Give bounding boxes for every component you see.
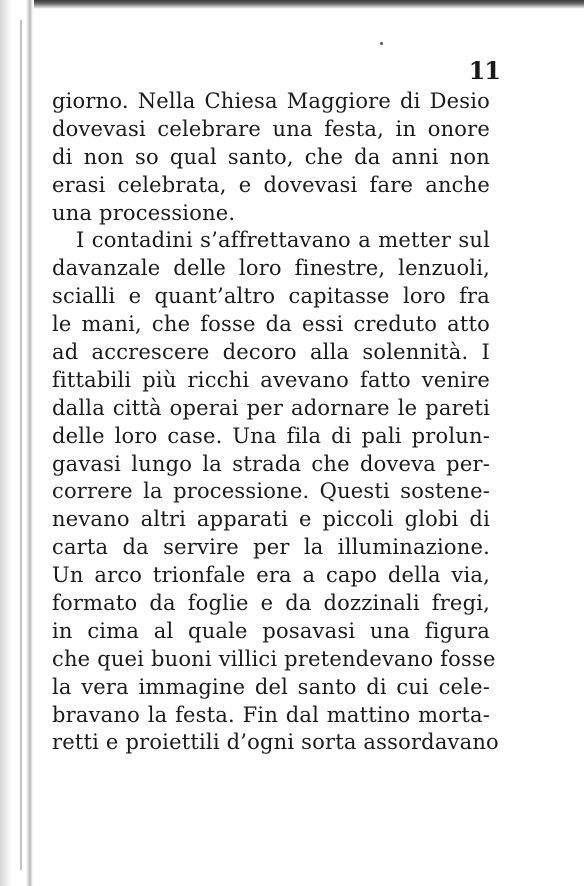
- text-line: dalla città operai per adornare le pareti: [52, 395, 490, 420]
- text-line: fittabili più ricchi avevano fatto venire: [52, 367, 490, 392]
- text-line: Un arco trionfale era a capo della via,: [52, 563, 490, 588]
- text-line: nevano altri apparati e piccoli globi di: [52, 507, 490, 532]
- text-line: formato da foglie e da dozzinali fregi,: [52, 591, 490, 616]
- print-speck: [380, 42, 383, 45]
- paragraph-2: [52, 227, 499, 757]
- text-line: delle loro case. Una fila di pali prolun-: [52, 423, 490, 448]
- text-line: correre la processione. Questi sostene-: [52, 479, 490, 504]
- text-line: scialli e quant’altro capitasse loro fra: [52, 284, 490, 309]
- page-binding-edge: [0, 0, 34, 886]
- text-line: la vera immagine del santo di cui cele-: [52, 674, 490, 699]
- text-line: una processione.: [52, 200, 236, 225]
- text-line: erasi celebrata, e dovevasi fare anche: [52, 172, 490, 197]
- body-text: [52, 88, 499, 757]
- page-number: 11: [468, 56, 500, 85]
- page-top-edge: [0, 0, 584, 9]
- binding-gutter-line: [20, 20, 22, 870]
- text-line: gavasi lungo la strada che doveva per-: [52, 451, 490, 476]
- text-line: davanzale delle loro finestre, lenzuoli,: [52, 256, 490, 281]
- text-line: ad accrescere decoro alla solennità. I: [52, 340, 490, 365]
- text-line: le mani, che fosse da essi creduto atto: [52, 312, 490, 337]
- text-line: giorno. Nella Chiesa Maggiore di Desio: [52, 89, 490, 113]
- text-line: dovevasi celebrare una festa, in onore: [52, 116, 490, 141]
- text-line: I contadini s’affrettavano a metter sul: [76, 228, 490, 253]
- text-line: che quei buoni villici pretendevano fosse: [52, 646, 496, 671]
- text-line: bravano la festa. Fin dal mattino morta-: [52, 702, 490, 727]
- text-line: retti e proiettili d’ogni sorta assordavano: [52, 730, 499, 755]
- paragraph-1: [52, 88, 490, 227]
- text-line: carta da servire per la illuminazione.: [52, 535, 490, 560]
- text-line: di non so qual santo, che da anni non: [52, 144, 490, 169]
- text-line: in cima al quale posavasi una figura: [52, 618, 490, 643]
